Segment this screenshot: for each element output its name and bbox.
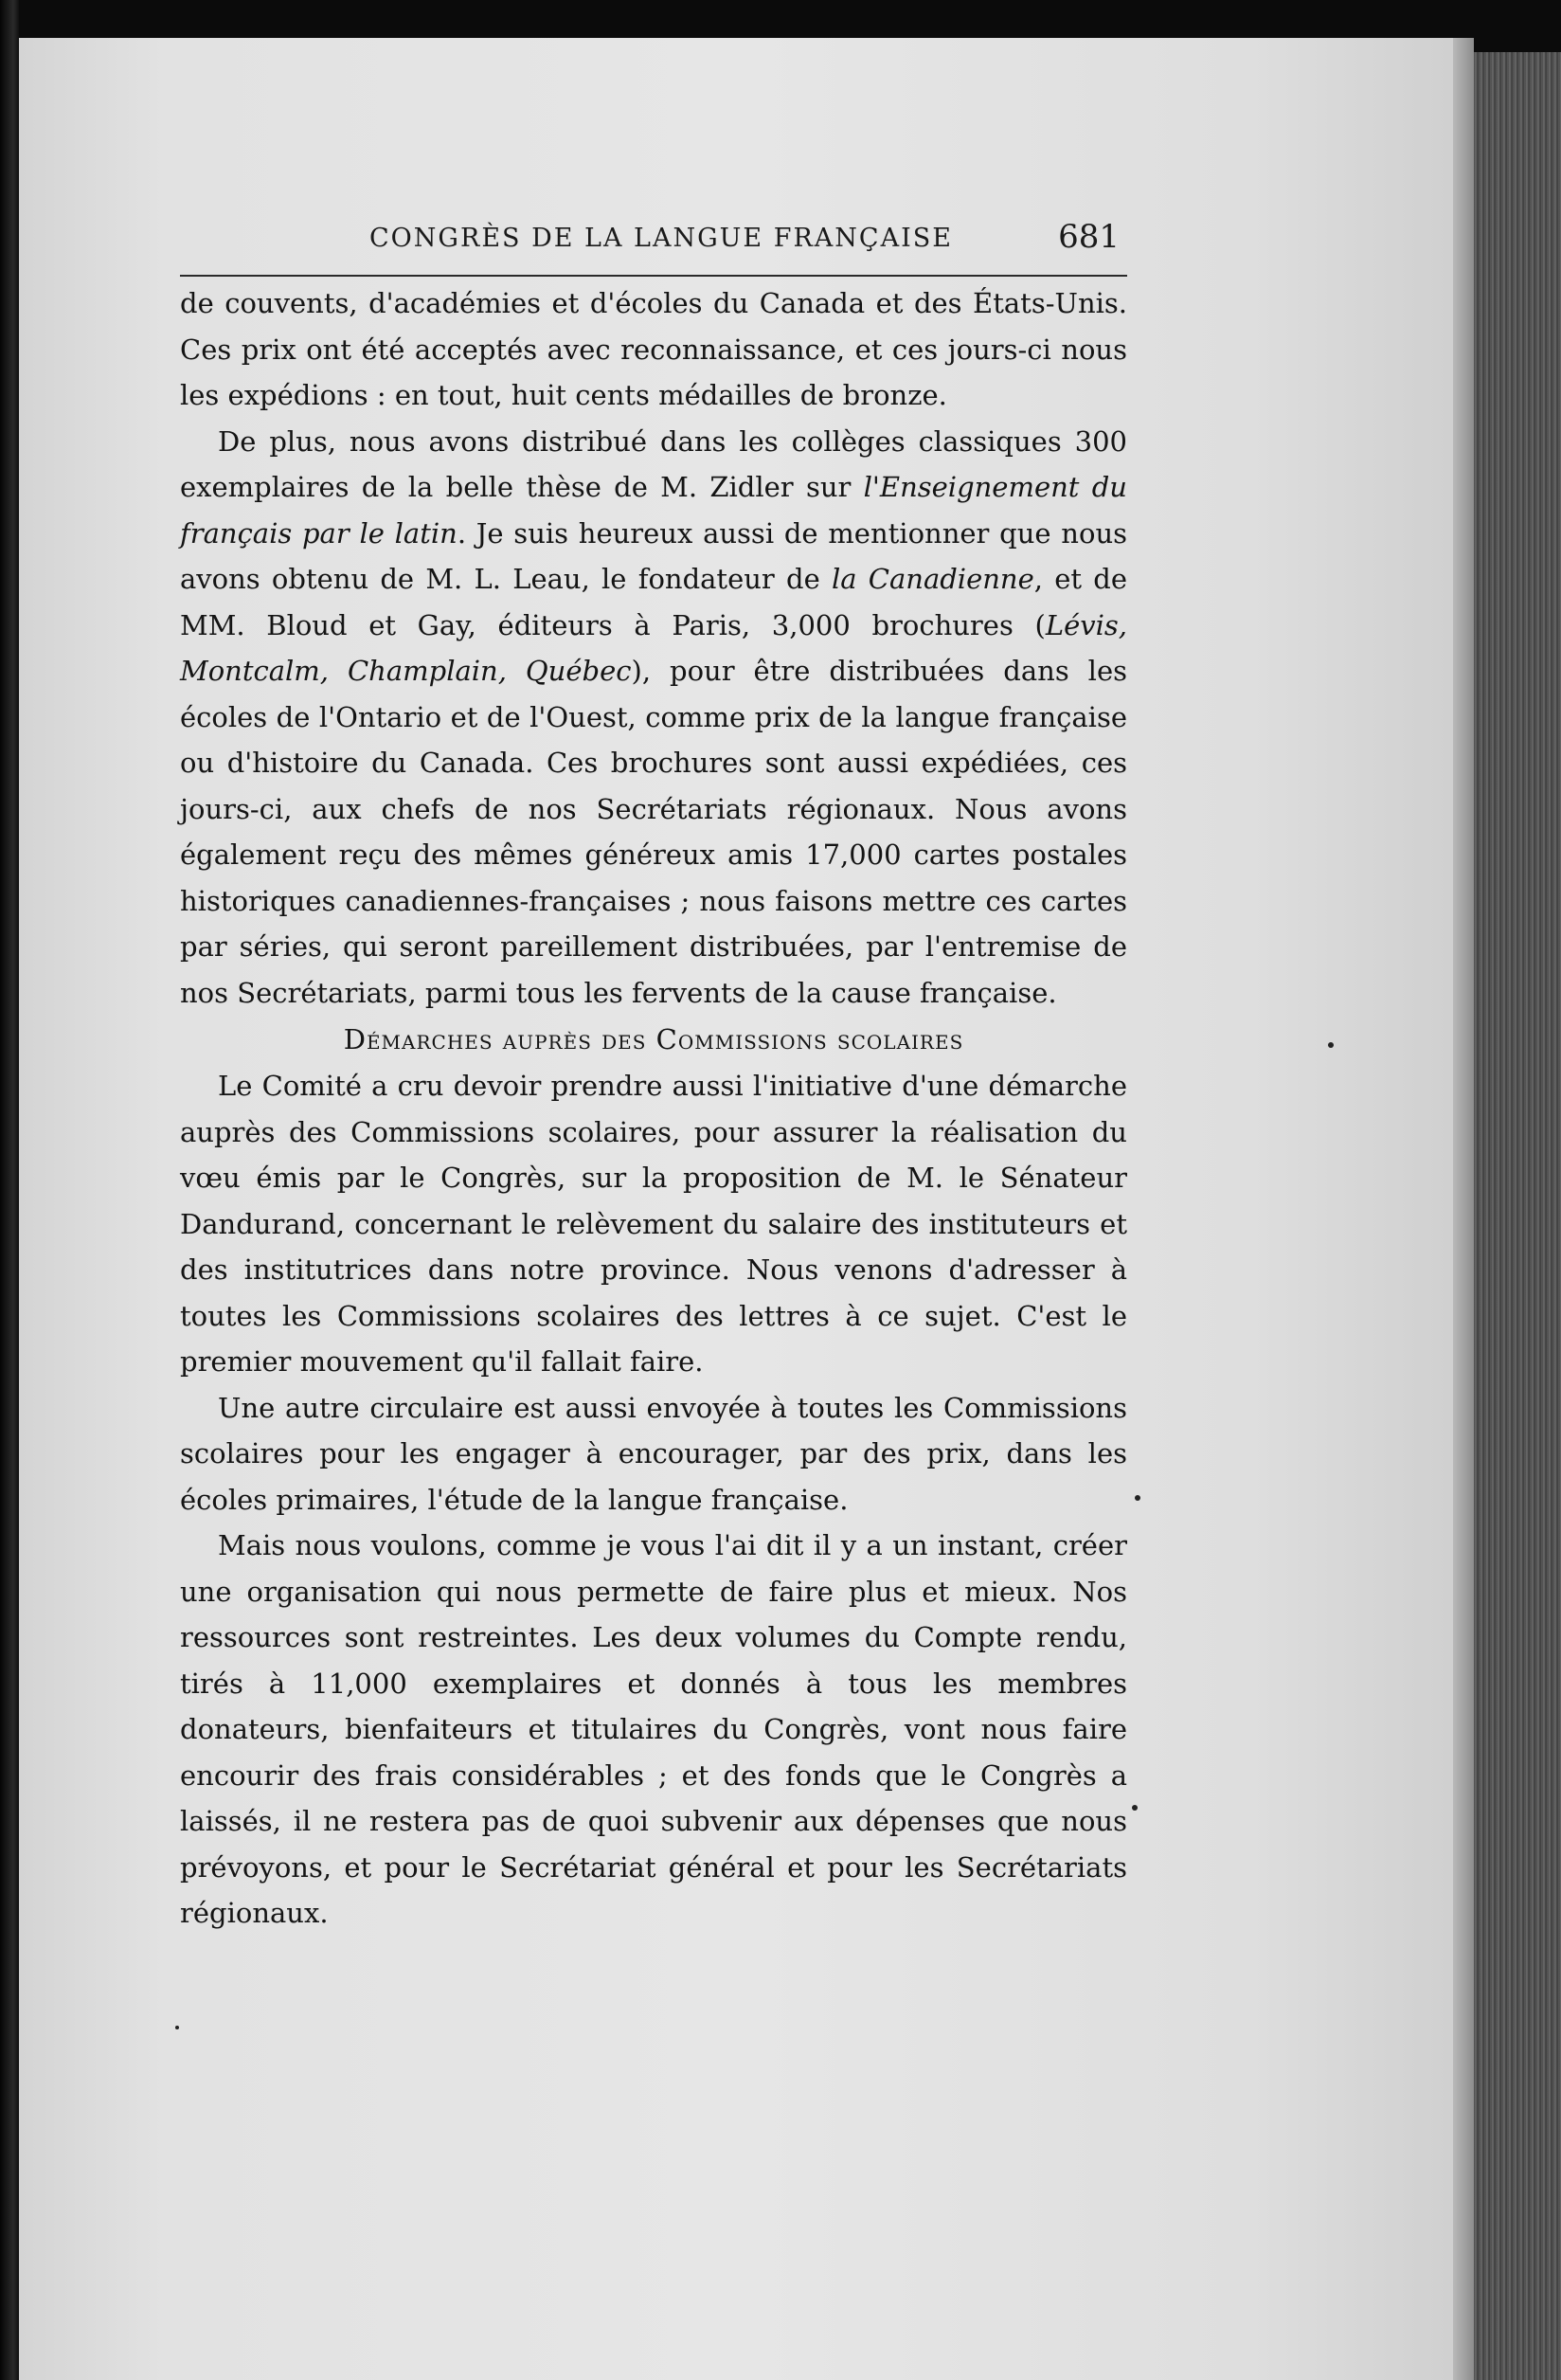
book-title-enseignement: l'Enseignement du français par le latin: [180, 471, 1127, 550]
paragraph-5: Mais nous voulons, comme je vous l'ai dit il y a un instant, créer une organisation qui nous permette de faire plus et mieux. Nos ressources sont restreintes. Les deux volumes du Compte rendu, tirés à 11,000 exemplaires et donnés à tous les membres donateurs, bienfaiteurs et titulaires du Congrès, vont nous faire encourir des frais considérables ; et des fonds que le Congrès a laissés, il ne restera pas de quoi subvenir aux dépenses que nous prévoyons, et pour le Secrétariat général et pour les Secrétariats régionaux.: [180, 1529, 1127, 1929]
brochure-titles: Lévis, Montcalm, Champlain, Québec: [180, 608, 1127, 687]
dust-speck: [1328, 1042, 1334, 1048]
header-rule: [180, 275, 1127, 277]
paragraph-2-part-e: , et de MM. Bloud et Gay, éditeurs à Paris, 3,000 brochures (: [180, 563, 1128, 641]
paragraph-1: de couvents, d'académies et d'écoles du Canada et des États-Unis. Ces prix ont été acceptés avec reconnaissance, et ces jours-ci nous les expédions : en tout, huit cents médailles de bronze.: [180, 287, 1127, 411]
paragraph-2-part-c: . Je suis heureux aussi de mentionner que nous avons obtenu de M. L. Leau, le fondateur de: [180, 516, 1127, 595]
stacked-page-edges: [1474, 52, 1561, 2380]
paragraph-2-part-g: ), pour être distribuées dans les écoles de l'Ontario et de l'Ouest, comme prix de la langue française ou d'histoire du Canada. Ces brochures sont aussi expédiées, ces jours-ci, aux chefs de nos Secrétariats régionaux. Nous avons également reçu des mêmes généreux amis 17,000 cartes postales historiques canadiennes-françaises ; nous faisons mettre ces cartes par séries, qui seront pareillement distribuées, par l'entremise de nos Secrétariats, parmi tous les fervents de la cause française.: [180, 655, 1127, 1009]
paragraph-4: Une autre circulaire est aussi envoyée à toutes les Commissions scolaires pour les engager à encourager, par des prix, dans les écoles primaires, l'étude de la langue française.: [180, 1391, 1127, 1516]
section-heading: Démarches auprès des Commissions scolaires: [343, 1023, 964, 1055]
page-number: 681: [1058, 218, 1120, 256]
paragraph-3: Le Comité a cru devoir prendre aussi l'initiative d'une démarche auprès des Commissions scolaires, pour assurer la réalisation du vœu émis par le Congrès, sur la proposition de M. le Sénateur Dandurand, concernant le relèvement du salaire des instituteurs et des institutrices dans notre province. Nous venons d'adresser à toutes les Commissions scolaires des lettres à ce sujet. C'est le premier mouvement qu'il fallait faire.: [180, 1070, 1127, 1378]
publication-title-canadienne: la Canadienne: [832, 563, 1034, 595]
body-text: [180, 280, 1127, 1937]
left-book-edge: [0, 0, 19, 2380]
running-head-title: CONGRÈS DE LA LANGUE FRANÇAISE: [369, 224, 953, 253]
dust-speck: [175, 2026, 179, 2029]
running-head: [180, 216, 1127, 273]
page-fold-shadow: [1453, 38, 1474, 2380]
paragraph-2: [180, 419, 1127, 1017]
dust-speck: [1132, 1805, 1138, 1811]
paragraph-2-part-a: De plus, nous avons distribué dans les collèges classiques 300 exemplaires de la belle thèse de M. Zidler sur: [180, 424, 1127, 503]
dust-speck: [1135, 1495, 1140, 1501]
